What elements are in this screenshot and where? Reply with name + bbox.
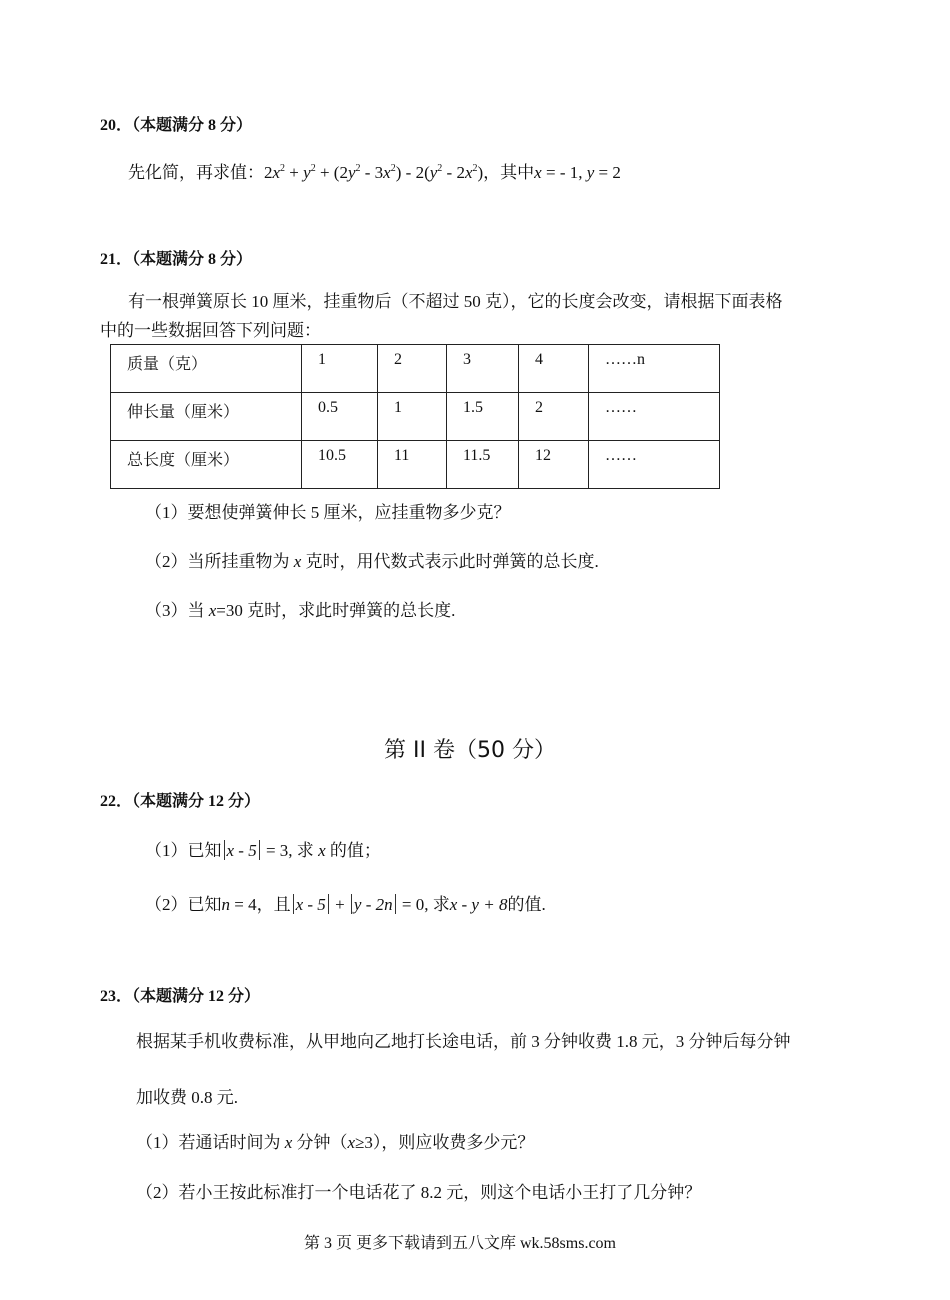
table-cell: 10.5 — [302, 441, 378, 489]
q21-intro-line1: 有一根弹簧原长 10 厘米，挂重物后（不超过 50 克），它的长度会改变，请根据下面表格 — [128, 292, 783, 311]
spring-data-table — [110, 344, 720, 489]
table-cell: 11.5 — [447, 441, 519, 489]
table-cell: 2 — [378, 345, 447, 393]
q22-part1: （1）已知 x - 5 = 3, 求 x 的值； — [145, 841, 381, 860]
table-cell: 伸长量（厘米） — [111, 393, 302, 441]
table-cell: ……n — [589, 345, 720, 393]
q20-condition: x = - 1, y = 2 — [534, 163, 621, 182]
table-cell: 质量（克） — [111, 345, 302, 393]
q21-part1: （1）要想使弹簧伸长 5 厘米，应挂重物多少克？ — [145, 503, 511, 522]
q20-lead: 先化简，再求值： — [128, 163, 264, 182]
section-title: 第 II 卷（50 分） — [384, 738, 556, 763]
abs-expression: x - 5 — [226, 841, 257, 860]
table-cell: 1.5 — [447, 393, 519, 441]
q20-heading: 20．（本题满分 8 分） — [100, 117, 253, 134]
q23-part1: （1）若通话时间为 x 分钟（x≥3），则应收费多少元？ — [136, 1133, 535, 1152]
page-footer: 第 3 页 更多下载请到五八文库 wk.58sms.com — [304, 1235, 617, 1252]
q21-intro-line2: 中的一些数据回答下列问题： — [100, 321, 321, 340]
q23-intro-line2: 加收费 0.8 元. — [136, 1088, 238, 1107]
variable-x: x — [208, 601, 217, 620]
table-row — [111, 441, 720, 489]
table-row — [111, 393, 720, 441]
q21-part3: （3）当 x=30 克时，求此时弹簧的总长度. — [145, 601, 456, 620]
variable-x: x — [293, 552, 302, 571]
table-cell: 1 — [302, 345, 378, 393]
table-row — [111, 345, 720, 393]
table-cell: 3 — [447, 345, 519, 393]
q23-intro-line1: 根据某手机收费标准，从甲地向乙地打长途电话，前 3 分钟收费 1.8 元，3 分钟后每分钟 — [136, 1032, 791, 1051]
table-cell: 4 — [519, 345, 589, 393]
table-cell: 总长度（厘米） — [111, 441, 302, 489]
q21-part2: （2）当所挂重物为 x 克时，用代数式表示此时弹簧的总长度. — [145, 552, 599, 571]
q20-prompt — [128, 158, 621, 183]
q22-part2: （2）已知n = 4，且 x - 5 + y - 2n = 0, 求x - y + 8的值. — [145, 895, 546, 914]
q23-part2: （2）若小王按此标准打一个电话花了 8.2 元，则这个电话小王打了几分钟？ — [136, 1183, 702, 1202]
table-cell: 0.5 — [302, 393, 378, 441]
q23-heading: 23．（本题满分 12 分） — [100, 988, 261, 1005]
table-cell: …… — [589, 393, 720, 441]
table-cell: …… — [589, 441, 720, 489]
q21-heading: 21．（本题满分 8 分） — [100, 251, 253, 268]
q20-where: ，其中 — [483, 163, 535, 182]
table-cell: 11 — [378, 441, 447, 489]
q22-heading: 22．（本题满分 12 分） — [100, 793, 261, 810]
table-cell: 12 — [519, 441, 589, 489]
table-cell: 2 — [519, 393, 589, 441]
table-cell: 1 — [378, 393, 447, 441]
q20-expression: $2x^2 + y^2 + (2y^2 - 3x^2) - 2(y^2 - 2x^2)$ — [264, 163, 484, 182]
